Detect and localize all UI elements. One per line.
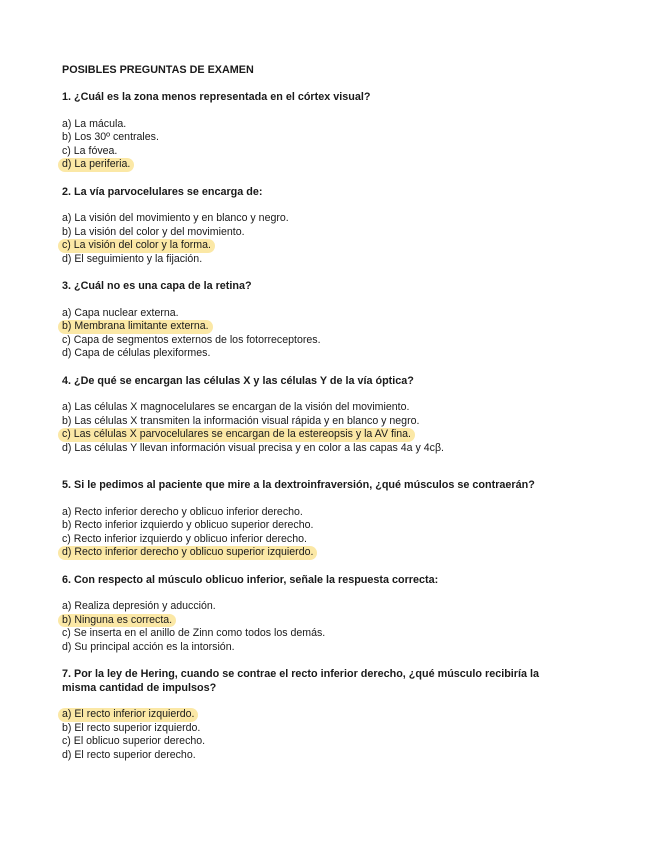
question-5 bbox=[62, 479, 622, 560]
option-a: a) Capa nuclear externa. bbox=[62, 306, 179, 319]
question-text: 1. ¿Cuál es la zona menos representada en el córtex visual? bbox=[62, 91, 371, 103]
option-a: a) Realiza depresión y aducción. bbox=[62, 600, 216, 612]
option-list bbox=[62, 307, 622, 361]
option-list bbox=[62, 708, 622, 762]
option-d: d) Su principal acción es la intorsión. bbox=[62, 640, 235, 653]
option-a: a) La visión del movimiento y en blanco y negro. bbox=[62, 212, 289, 224]
option-b: b) Membrana limitante externa. bbox=[62, 320, 622, 334]
option-list bbox=[62, 506, 622, 560]
question-text: 2. La vía parvocelulares se encarga de: bbox=[62, 185, 263, 198]
option-b: b) Ninguna es correcta. bbox=[62, 614, 622, 628]
question-3 bbox=[62, 280, 622, 361]
option-c: c) Recto inferior izquierdo y oblicuo inferior derecho. bbox=[62, 532, 307, 545]
option-c: c) La visión del color y la forma. bbox=[62, 239, 622, 253]
option-d: d) Recto inferior derecho y oblicuo superior izquierdo. bbox=[62, 546, 622, 560]
question-6 bbox=[62, 574, 622, 655]
option-d: d) El seguimiento y la fijación. bbox=[62, 252, 203, 265]
question-text: 7. Por la ley de Hering, cuando se contrae el recto inferior derecho, ¿qué músculo recibiría la misma cantidad de impulsos? bbox=[62, 668, 540, 694]
option-d: d) El recto superior derecho. bbox=[62, 748, 196, 761]
option-a: a) Recto inferior derecho y oblicuo inferior derecho. bbox=[62, 505, 303, 518]
question-text: 6. Con respecto al músculo oblicuo inferior, señale la respuesta correcta: bbox=[62, 573, 439, 586]
option-d: d) Las células Y llevan información visual precisa y en color a las capas 4a y 4cβ. bbox=[62, 441, 444, 454]
question-1 bbox=[62, 91, 622, 172]
option-c: c) La fóvea. bbox=[62, 144, 118, 157]
question-2 bbox=[62, 186, 622, 267]
question-text: 4. ¿De qué se encargan las células X y las células Y de la vía óptica? bbox=[62, 374, 414, 387]
option-b: b) Recto inferior izquierdo y oblicuo superior derecho. bbox=[62, 519, 314, 531]
option-b: b) Las células X transmiten la información visual rápida y en blanco y negro. bbox=[62, 414, 420, 427]
question-4 bbox=[62, 375, 622, 456]
option-c: c) Se inserta en el anillo de Zinn como todos los demás. bbox=[62, 627, 326, 639]
option-b: b) Los 30º centrales. bbox=[62, 131, 159, 143]
option-list bbox=[62, 600, 622, 654]
option-b: b) La visión del color y del movimiento. bbox=[62, 225, 245, 238]
option-c: c) El oblicuo superior derecho. bbox=[62, 735, 206, 747]
option-list bbox=[62, 118, 622, 172]
option-d: d) Capa de células plexiformes. bbox=[62, 347, 211, 359]
option-a: a) El recto inferior izquierdo. bbox=[62, 708, 622, 722]
question-text: 5. Si le pedimos al paciente que mire a la dextroinfraversión, ¿qué músculos se contraerán? bbox=[62, 479, 535, 491]
option-a: a) Las células X magnocelulares se encargan de la visión del movimiento. bbox=[62, 401, 410, 413]
option-b: b) El recto superior izquierdo. bbox=[62, 721, 201, 734]
question-text: 3. ¿Cuál no es una capa de la retina? bbox=[62, 280, 252, 292]
option-d: d) La periferia. bbox=[62, 158, 622, 172]
option-c: c) Las células X parvocelulares se encargan de la estereopsis y la AV fina. bbox=[62, 428, 622, 442]
document-page bbox=[62, 64, 622, 776]
option-list bbox=[62, 401, 622, 455]
option-list bbox=[62, 212, 622, 266]
option-a: a) La mácula. bbox=[62, 117, 127, 130]
document-title: POSIBLES PREGUNTAS DE EXAMEN bbox=[62, 64, 254, 76]
option-c: c) Capa de segmentos externos de los fotorreceptores. bbox=[62, 333, 321, 346]
question-7 bbox=[62, 668, 622, 762]
